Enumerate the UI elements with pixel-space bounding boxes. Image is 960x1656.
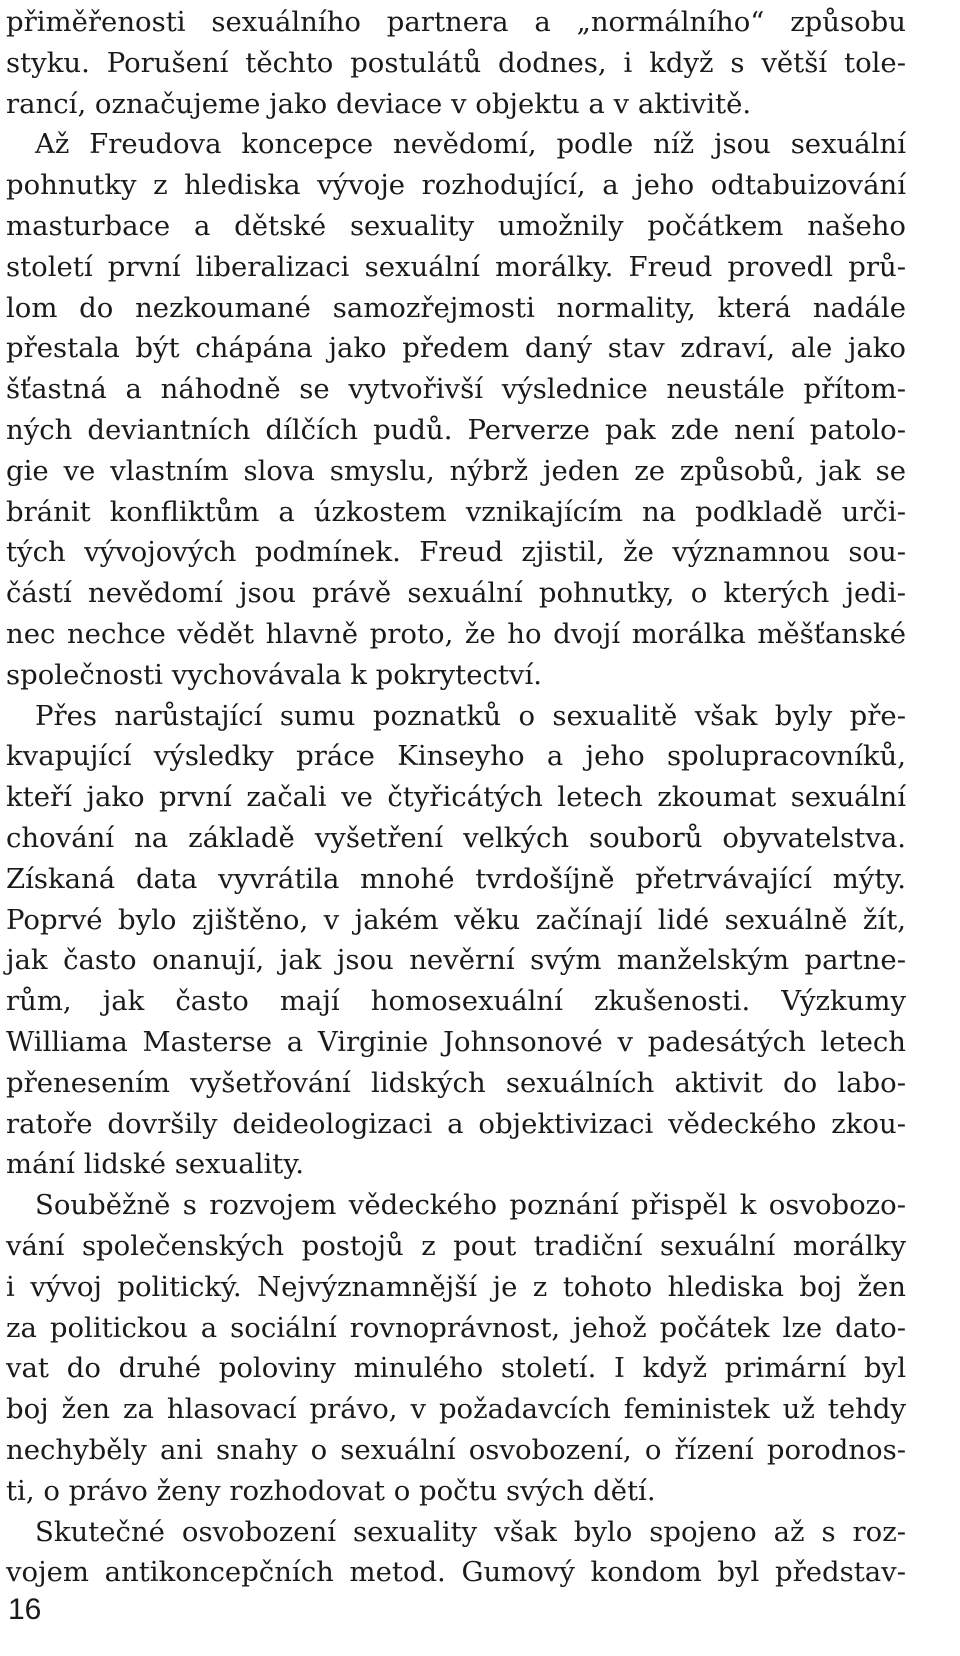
text-line: ratoře dovršily deideologizaci a objektivizaci vědeckého zkou-	[6, 1107, 906, 1140]
text-line: Získaná data vyvrátila mnohé tvrdošíjně přetrvávající mýty.	[6, 862, 906, 895]
text-line: pohnutky z hlediska vývoje rozhodující, a jeho odtabuizování	[6, 169, 906, 202]
text-line: vání společenských postojů z pout tradiční sexuální morálky	[6, 1230, 906, 1262]
text-line: ných deviantních dílčích pudů. Perverze pak zde není patolo-	[6, 414, 906, 446]
text-line: boj žen za hlasovací právo, v požadavcích feministek už tehdy	[6, 1393, 906, 1426]
text-line: století první liberalizaci sexuální morálky. Freud provedl prů-	[6, 250, 906, 283]
text-line: přiměřenosti sexuálního partnera a „normálního“ způsobu	[6, 6, 906, 38]
text-line: přestala být chápána jako předem daný stav zdraví, ale jako	[6, 332, 906, 365]
text-line: kteří jako první začali ve čtyřicátých letech zkoumat sexuální	[6, 781, 906, 814]
text-line: gie ve vlastním slova smyslu, nýbrž jeden ze způsobů, jak se	[6, 454, 906, 487]
text-line: jak často onanují, jak jsou nevěrní svým manželským partne-	[6, 944, 906, 977]
text-line: vojem antikoncepčních metod. Gumový kondom byl představ-	[6, 1556, 906, 1589]
text-line: mání lidské sexuality.	[6, 1148, 304, 1181]
text-line: ti, o právo ženy rozhodovat o počtu svých dětí.	[6, 1474, 656, 1507]
text-line: za politickou a sociální rovnoprávnost, jehož počátek lze dato-	[6, 1311, 906, 1344]
text-line: Skutečné osvobození sexuality však bylo spojeno až s roz-	[35, 1515, 906, 1548]
page-number: 16	[8, 1593, 42, 1626]
text-line: šťastná a náhodně se vytvořivší výslednice neustále přítom-	[6, 373, 906, 406]
text-line: chování na základě vyšetření velkých souborů obyvatelstva.	[6, 822, 906, 854]
text-line: Poprvé bylo zjištěno, v jakém věku začínají lidé sexuálně žít,	[6, 903, 906, 936]
text-line: tých vývojových podmínek. Freud zjistil, že významnou sou-	[6, 536, 906, 569]
text-line: masturbace a dětské sexuality umožnily počátkem našeho	[6, 210, 906, 242]
text-line: rům, jak často mají homosexuální zkušenosti. Výzkumy	[6, 985, 906, 1018]
text-line: Souběžně s rozvojem vědeckého poznání přispěl k osvobozo-	[35, 1189, 906, 1222]
text-line: částí nevědomí jsou právě sexuální pohnutky, o kterých jedi-	[6, 577, 906, 610]
text-line: Williama Masterse a Virginie Johnsonové v padesátých letech	[6, 1026, 906, 1058]
text-line: nec nechce vědět hlavně proto, že ho dvojí morálka měšťanské	[6, 618, 906, 650]
text-line: přenesením vyšetřování lidských sexuálních aktivit do labo-	[6, 1066, 906, 1099]
text-line: styku. Porušení těchto postulátů dodnes, i když s větší tole-	[6, 46, 906, 79]
text-line: Přes narůstající sumu poznatků o sexualitě však byly pře-	[35, 699, 906, 732]
text-line: bránit konfliktům a úzkostem vznikajícím na podkladě urči-	[6, 495, 906, 528]
text-line: vat do druhé poloviny minulého století. I když primární byl	[6, 1352, 906, 1385]
text-line: nechyběly ani snahy o sexuální osvobození, o řízení porodnos-	[6, 1434, 906, 1466]
text-line: kvapující výsledky práce Kinseyho a jeho spolupracovníků,	[6, 740, 906, 773]
text-line: lom do nezkoumané samozřejmosti normality, která nadále	[6, 291, 906, 324]
text-line: Až Freudova koncepce nevědomí, podle níž jsou sexuální	[35, 128, 906, 161]
text-line: i vývoj politický. Nejvýznamnější je z tohoto hlediska boj žen	[6, 1270, 906, 1303]
text-line: společnosti vychovávala k pokrytectví.	[6, 658, 543, 691]
text-line: rancí, označujeme jako deviace v objektu a v aktivitě.	[6, 87, 752, 120]
